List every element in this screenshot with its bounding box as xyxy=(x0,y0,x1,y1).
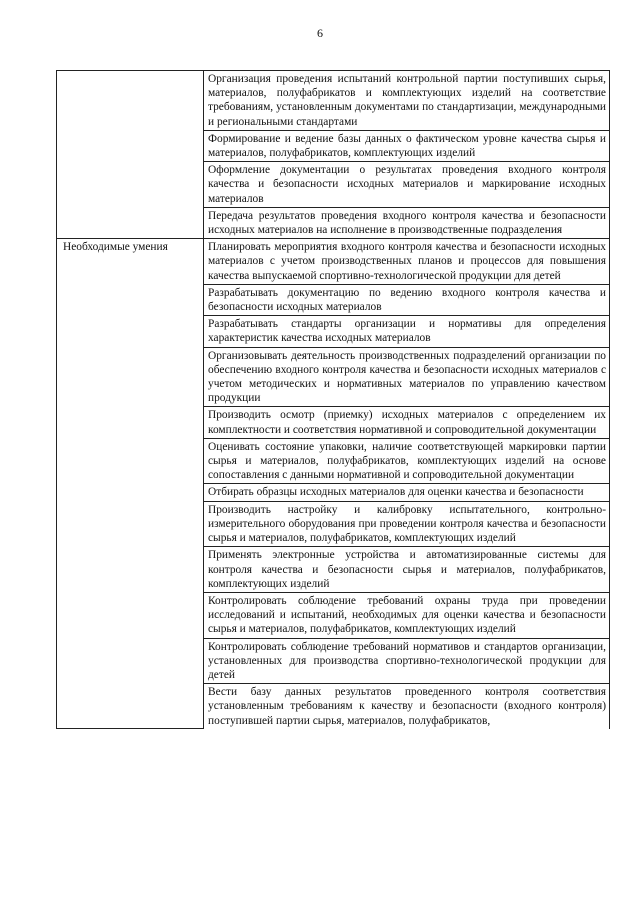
table-cell-item: Оценивать состояние упаковки, наличие соответствующей маркировки партии сырья и материалов, полуфабрикатов, комплектующих изделий на основе сопоставления с данными нормативной и сопроводительной документации xyxy=(204,438,610,484)
section-label-continued xyxy=(57,71,204,239)
table-cell-item: Производить осмотр (приемку) исходных материалов с определением их комплектности и соответствия нормативной и сопроводительной документации xyxy=(204,407,610,438)
table-cell-item: Оформление документации о результатах проведения входного контроля качества и безопасности исходных материалов и маркирование исходных материалов xyxy=(204,162,610,208)
table-cell-item: Передача результатов проведения входного контроля качества и безопасности исходных материалов на исполнение в производственные подразделения xyxy=(204,207,610,238)
table-cell-item: Разрабатывать документацию по ведению входного контроля качества и безопасности исходных материалов xyxy=(204,284,610,315)
section-label-skills: Необходимые умения xyxy=(57,239,204,729)
table-cell-item: Организовывать деятельность производственных подразделений организации по обеспечению входного контроля качества и безопасности исходных материалов с учетом методических и нормативных материалов по управлению качеством продукции xyxy=(204,347,610,407)
table-cell-item: Вести базу данных результатов проведенного контроля соответствия установленным требованиям к качеству и безопасности (входного контроля) поступившей партии сырья, материалов, полуфабрикатов, xyxy=(204,684,610,729)
table-cell-item: Производить настройку и калибровку испытательного, контрольно-измерительного оборудования при проведении контроля качества и безопасности сырья и материалов, полуфабрикатов, комплектующих изделий xyxy=(204,501,610,547)
table-cell-item: Контролировать соблюдение требований нормативов и стандартов организации, установленных для производства спортивно-технологической продукции для детей xyxy=(204,638,610,684)
competency-table xyxy=(56,70,610,729)
table-row xyxy=(57,239,610,285)
table-cell-item: Организация проведения испытаний контрольной партии поступивших сырья, материалов, полуфабрикатов и комплектующих изделий на соответствие требованиям, установленным документами по стандартизации, международными и региональными стандартами xyxy=(204,71,610,131)
table-cell-item: Применять электронные устройства и автоматизированные системы для контроля качества и безопасности сырья и материалов, полуфабрикатов, комплектующих изделий xyxy=(204,547,610,593)
table-cell-item: Отбирать образцы исходных материалов для оценки качества и безопасности xyxy=(204,484,610,501)
table-row xyxy=(57,71,610,131)
page-number: 6 xyxy=(317,26,323,40)
table-cell-item: Планировать мероприятия входного контроля качества и безопасности исходных материалов с учетом производственных планов и процессов для повышения качества выпускаемой спортивно-технологической продукции для детей xyxy=(204,239,610,285)
table-cell-item: Разрабатывать стандарты организации и нормативы для определения характеристик качества исходных материалов xyxy=(204,316,610,347)
table-cell-item: Контролировать соблюдение требований охраны труда при проведении исследований и испытаний, необходимых для оценки качества и безопасности сырья и материалов, полуфабрикатов, комплектующих изделий xyxy=(204,592,610,638)
table-cell-item: Формирование и ведение базы данных о фактическом уровне качества сырья и материалов, полуфабрикатов, комплектующих изделий xyxy=(204,130,610,161)
